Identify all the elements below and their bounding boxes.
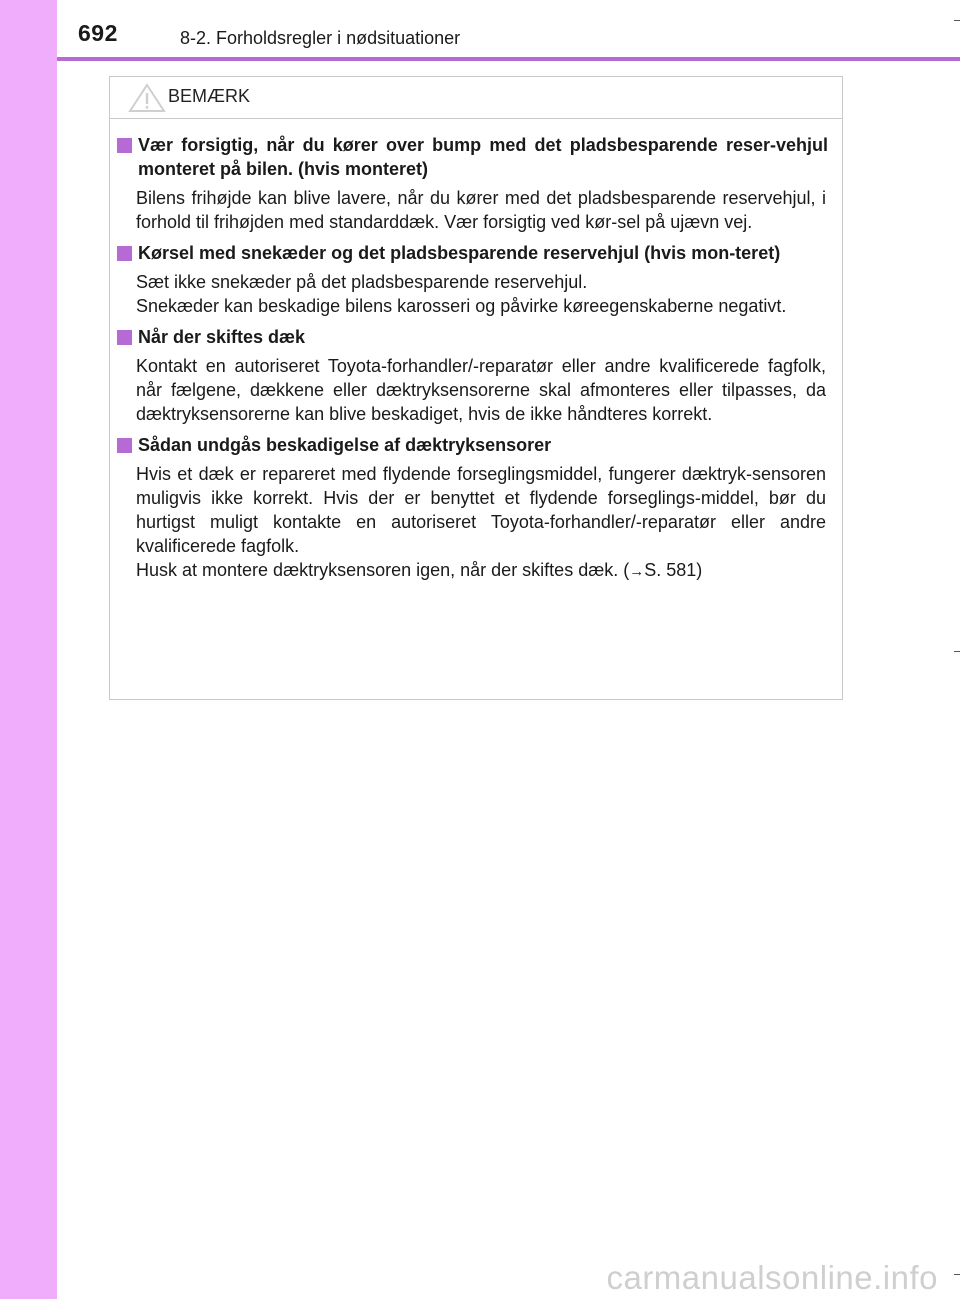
notice-body [110, 119, 842, 584]
crop-mark [954, 20, 960, 21]
square-bullet-icon [117, 438, 132, 453]
warning-triangle-icon [128, 83, 166, 113]
crop-mark [954, 651, 960, 652]
item-paragraph: Hvis et dæk er repareret med flydende forseglingsmiddel, fungerer dæktryk-sensoren muligvis ikke korrekt. Hvis der er benyttet et flydende forseglings-middel, bør du hurtigst muligt kontakte en autoriseret Toyota-forhandler/-reparatør eller andre kvalificerede fagfolk. [136, 464, 826, 556]
item-title: Sådan undgås beskadigelse af dæktryksensorer [138, 435, 552, 455]
item-paragraph: Kontakt en autoriseret Toyota-forhandler/-reparatør eller andre kvalificerede fagfolk, når fælgene, dækkene eller dæktryksensorerne skal afmonteres eller tilpasses, da dæktryksensorerne kan blive beskadiget, hvis de ikke håndteres korrekt. [136, 356, 826, 424]
page-reference [136, 558, 826, 584]
notice-item [114, 133, 828, 234]
square-bullet-icon [117, 246, 132, 261]
square-bullet-icon [117, 138, 132, 153]
item-paragraph: Snekæder kan beskadige bilens karosseri og påvirke køreegenskaberne negativt. [136, 296, 787, 316]
item-paragraph: Sæt ikke snekæder på det pladsbesparende reservehjul. [136, 272, 588, 292]
notice-item [114, 433, 828, 584]
notice-box [109, 76, 843, 700]
arrow-right-icon: → [629, 563, 645, 580]
item-paragraph: Bilens frihøjde kan blive lavere, når du kører med det pladsbesparende reservehjul, i forhold til frihøjden med standarddæk. Vær forsigtig ved kør-sel på ujævn vej. [136, 188, 826, 232]
header-rule [57, 57, 960, 61]
notice-header [110, 77, 842, 119]
watermark: carmanualsonline.info [606, 1259, 938, 1296]
notice-label: BEMÆRK [168, 86, 251, 106]
side-color-strip [0, 0, 57, 1299]
reference-page-link[interactable]: S. 581) [644, 560, 703, 580]
square-bullet-icon [117, 330, 132, 345]
crop-mark [954, 1274, 960, 1275]
notice-item [114, 325, 828, 426]
section-title: 8-2. Forholdsregler i nødsituationer [180, 28, 461, 48]
item-title: Kørsel med snekæder og det pladsbesparende reservehjul (hvis mon-teret) [138, 243, 781, 263]
reference-text: Husk at montere dæktryksensoren igen, når der skiftes dæk. ( [136, 560, 630, 580]
item-title: Når der skiftes dæk [138, 327, 306, 347]
notice-item [114, 241, 828, 318]
item-title: Vær forsigtig, når du kører over bump med det pladsbesparende reser-vehjul monteret på bilen. (hvis monteret) [138, 135, 828, 179]
page-number: 692 [78, 20, 118, 46]
